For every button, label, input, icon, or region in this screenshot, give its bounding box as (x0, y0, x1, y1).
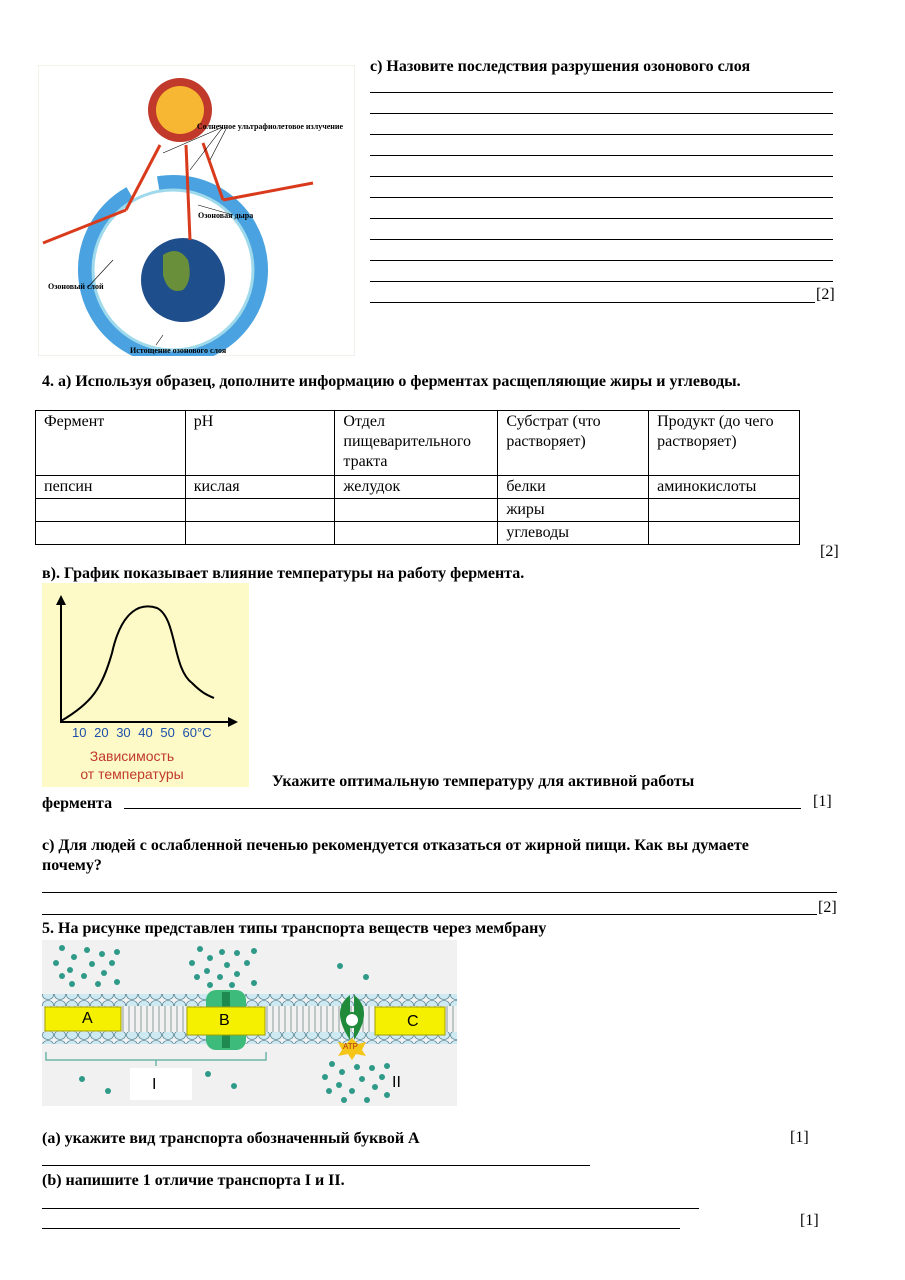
x-tick: 10 (72, 725, 87, 740)
q4b-question: в). График показывает влияние температуры на работу фермента. (42, 565, 525, 582)
x-axis-ticks (72, 725, 212, 740)
answer-cell[interactable] (36, 522, 186, 545)
graph-caption (42, 747, 222, 783)
x-tick: 20 (94, 725, 109, 740)
temperature-graph (42, 583, 249, 787)
uv-label: Солнечное ультрафиолетовое излучение (196, 122, 344, 131)
q5b-answer-line[interactable] (42, 1228, 680, 1229)
q4c-question: с) Для людей с ослабленной печенью рекомендуется отказаться от жирной пищи. Как вы думаете почему? (42, 837, 749, 874)
table-cell: кислая (185, 476, 335, 499)
ozone-hole-label: Озоновая дыра (198, 211, 254, 220)
q4a-question: 4. а) Используя образец, дополните информацию о ферментах расщепляющие жиры и углеводы. (42, 373, 741, 390)
q5a-question: (а) укажите вид транспорта обозначенный буквой А (42, 1130, 420, 1147)
header-cell: Субстрат (что растворяет) (498, 411, 649, 476)
table-cell: аминокислоты (649, 476, 800, 499)
table-cell: углеводы (498, 522, 649, 545)
q5a-mark: [1] (790, 1129, 809, 1146)
q4c-answer-line[interactable] (42, 914, 817, 915)
q4b-answer-line[interactable] (124, 808, 801, 809)
label-a: A (82, 1010, 93, 1027)
q5-title: 5. На рисунке представлен типы транспорта веществ через мембрану (42, 920, 547, 937)
answer-cell[interactable] (185, 499, 335, 522)
q5b-mark: [1] (800, 1212, 819, 1229)
header-cell: pH (185, 411, 335, 476)
enzyme-table (35, 410, 800, 545)
table-cell: белки (498, 476, 649, 499)
ozone-layer-label: Озоновый слой (48, 282, 104, 291)
header-cell: Отдел пищеварительного тракта (335, 411, 498, 476)
answer-cell[interactable] (335, 522, 498, 545)
q4c-mark: [2] (818, 899, 837, 916)
table-row (36, 476, 800, 499)
header-cell: Продукт (до чего растворяет) (649, 411, 800, 476)
table-cell: желудок (335, 476, 498, 499)
table-row[interactable] (36, 522, 800, 545)
label-i: I (152, 1076, 157, 1093)
x-tick: 40 (138, 725, 153, 740)
answer-cell[interactable] (649, 499, 800, 522)
x-tick: 50 (160, 725, 175, 740)
label-c: C (407, 1013, 419, 1030)
table-row[interactable] (36, 499, 800, 522)
q4b-mark: [1] (813, 793, 832, 810)
label-ii: II (392, 1074, 401, 1091)
q4b-task-cont: фермента (42, 795, 113, 812)
table-cell: жиры (498, 499, 649, 522)
x-tick: 60 (182, 725, 197, 740)
q4a-mark: [2] (820, 543, 839, 560)
x-unit: °C (196, 725, 212, 740)
q5b-question: (b) напишите 1 отличие транспорта I и II. (42, 1172, 345, 1189)
answer-cell[interactable] (185, 522, 335, 545)
table-header-row (36, 411, 800, 476)
answer-cell[interactable] (36, 499, 186, 522)
header-cell: Фермент (36, 411, 186, 476)
label-atp: ATP (343, 1042, 358, 1051)
q5b-answer-line[interactable] (42, 1208, 699, 1209)
q3c-mark: [2] (816, 286, 835, 303)
ozone-layer-figure (38, 65, 355, 356)
q3c-question: с) Назовите последствия разрушения озонового слоя (370, 58, 751, 75)
answer-cell[interactable] (335, 499, 498, 522)
depletion-label: Истощение озонового слоя (130, 346, 227, 355)
membrane-transport-figure (42, 940, 457, 1106)
x-tick: 30 (116, 725, 131, 740)
caption-line: от температуры (80, 766, 184, 782)
label-b: B (219, 1012, 230, 1029)
caption-line: Зависимость (89, 748, 175, 764)
answer-cell[interactable] (649, 522, 800, 545)
q4c-answer-line[interactable] (42, 892, 837, 893)
q5a-answer-line[interactable] (42, 1165, 590, 1166)
q4b-task: Укажите оптимальную температуру для активной работы (272, 773, 695, 790)
table-cell: пепсин (36, 476, 186, 499)
